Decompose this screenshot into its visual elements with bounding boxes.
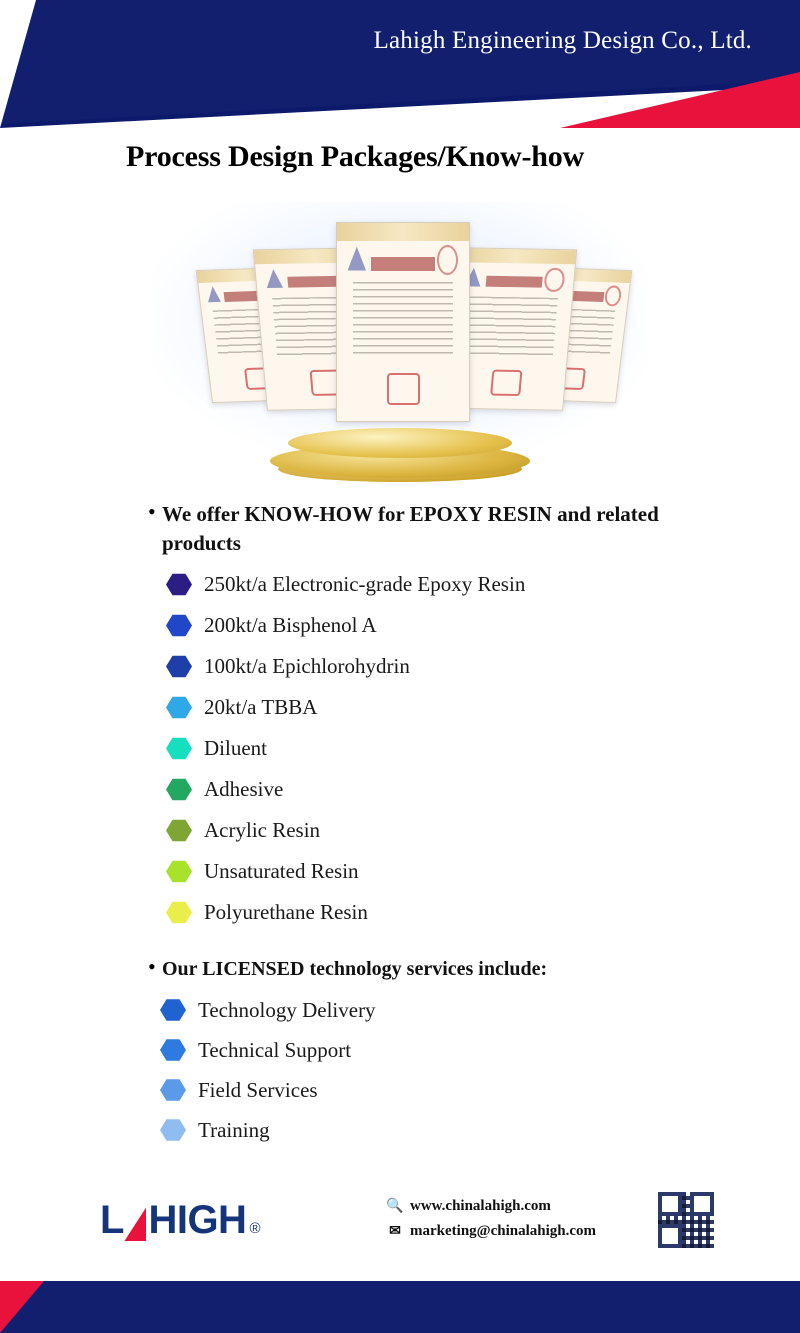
website-row[interactable] xyxy=(386,1194,596,1219)
list-item xyxy=(0,564,800,605)
page-footer xyxy=(0,1170,800,1280)
certificate-center xyxy=(336,222,470,422)
hexagon-bullet-icon xyxy=(166,860,192,883)
licensed-services-list xyxy=(0,990,800,1150)
section-heading-text: Our LICENSED technology services include: xyxy=(162,958,548,980)
hexagon-bullet-icon xyxy=(166,655,192,678)
logo-word-high: HIGH xyxy=(148,1198,247,1242)
page-title: Process Design Packages/Know-how xyxy=(126,140,585,173)
contact-block xyxy=(386,1194,596,1244)
bullet-icon: • xyxy=(148,499,156,524)
list-item-label: Polyurethane Resin xyxy=(204,900,368,924)
list-item-label: Diluent xyxy=(204,736,267,760)
list-item xyxy=(0,646,800,687)
list-item xyxy=(0,892,800,933)
hexagon-bullet-icon xyxy=(166,696,192,719)
know-how-list xyxy=(0,564,800,933)
list-item xyxy=(0,769,800,810)
page-header xyxy=(0,0,800,128)
list-item-label: Adhesive xyxy=(204,777,284,801)
email-row[interactable] xyxy=(386,1219,596,1244)
patent-certificates-image xyxy=(120,196,680,492)
company-logo xyxy=(100,1198,261,1243)
list-item-label: 200kt/a Bisphenol A xyxy=(204,613,377,637)
hexagon-bullet-icon xyxy=(160,1079,186,1102)
email-text[interactable]: marketing@chinalahigh.com xyxy=(410,1223,597,1239)
registered-trademark-icon: ® xyxy=(249,1220,261,1237)
list-item-label: Unsaturated Resin xyxy=(204,859,359,883)
section-heading-text: We offer KNOW-HOW for EPOXY RESIN and related products xyxy=(162,502,659,555)
list-item xyxy=(0,1110,800,1150)
content-area xyxy=(0,500,800,1150)
list-item-label: Field Services xyxy=(198,1077,318,1102)
hexagon-bullet-icon xyxy=(166,819,192,842)
list-item xyxy=(0,605,800,646)
list-item-label: 250kt/a Electronic-grade Epoxy Resin xyxy=(204,572,526,596)
qr-code-icon xyxy=(658,1192,714,1248)
section-heading-know-how xyxy=(148,500,688,558)
list-item xyxy=(0,851,800,892)
list-item xyxy=(0,990,800,1030)
hexagon-bullet-icon xyxy=(166,901,192,924)
footer-bar-red-accent xyxy=(0,1281,800,1333)
list-item-label: Technology Delivery xyxy=(198,997,376,1022)
list-item-label: Training xyxy=(198,1117,270,1142)
hexagon-bullet-icon xyxy=(166,778,192,801)
hexagon-bullet-icon xyxy=(160,1039,186,1062)
hexagon-bullet-icon xyxy=(166,573,192,596)
hexagon-bullet-icon xyxy=(160,1119,186,1142)
hexagon-bullet-icon xyxy=(160,999,186,1022)
list-item-label: Acrylic Resin xyxy=(204,818,321,842)
hexagon-bullet-icon xyxy=(166,737,192,760)
list-item xyxy=(0,687,800,728)
list-item-label: 20kt/a TBBA xyxy=(204,695,318,719)
company-name: Lahigh Engineering Design Co., Ltd. xyxy=(373,27,752,54)
bullet-icon: • xyxy=(148,954,156,979)
list-item xyxy=(0,1070,800,1110)
list-item xyxy=(0,728,800,769)
list-item xyxy=(0,810,800,851)
envelope-icon: ✉ xyxy=(389,1224,401,1239)
search-icon: 🔍 xyxy=(386,1199,404,1214)
list-item xyxy=(0,1030,800,1070)
hexagon-bullet-icon xyxy=(166,614,192,637)
footer-bar xyxy=(0,1281,800,1333)
list-item-label: 100kt/a Epichlorohydrin xyxy=(204,654,410,678)
podium-graphic xyxy=(270,428,530,482)
list-item-label: Technical Support xyxy=(198,1037,352,1062)
logo-letter-l: L xyxy=(100,1198,124,1242)
section-heading-licensed-services xyxy=(148,955,688,984)
logo-triangle-icon xyxy=(124,1207,146,1241)
website-text[interactable]: www.chinalahigh.com xyxy=(410,1198,551,1214)
